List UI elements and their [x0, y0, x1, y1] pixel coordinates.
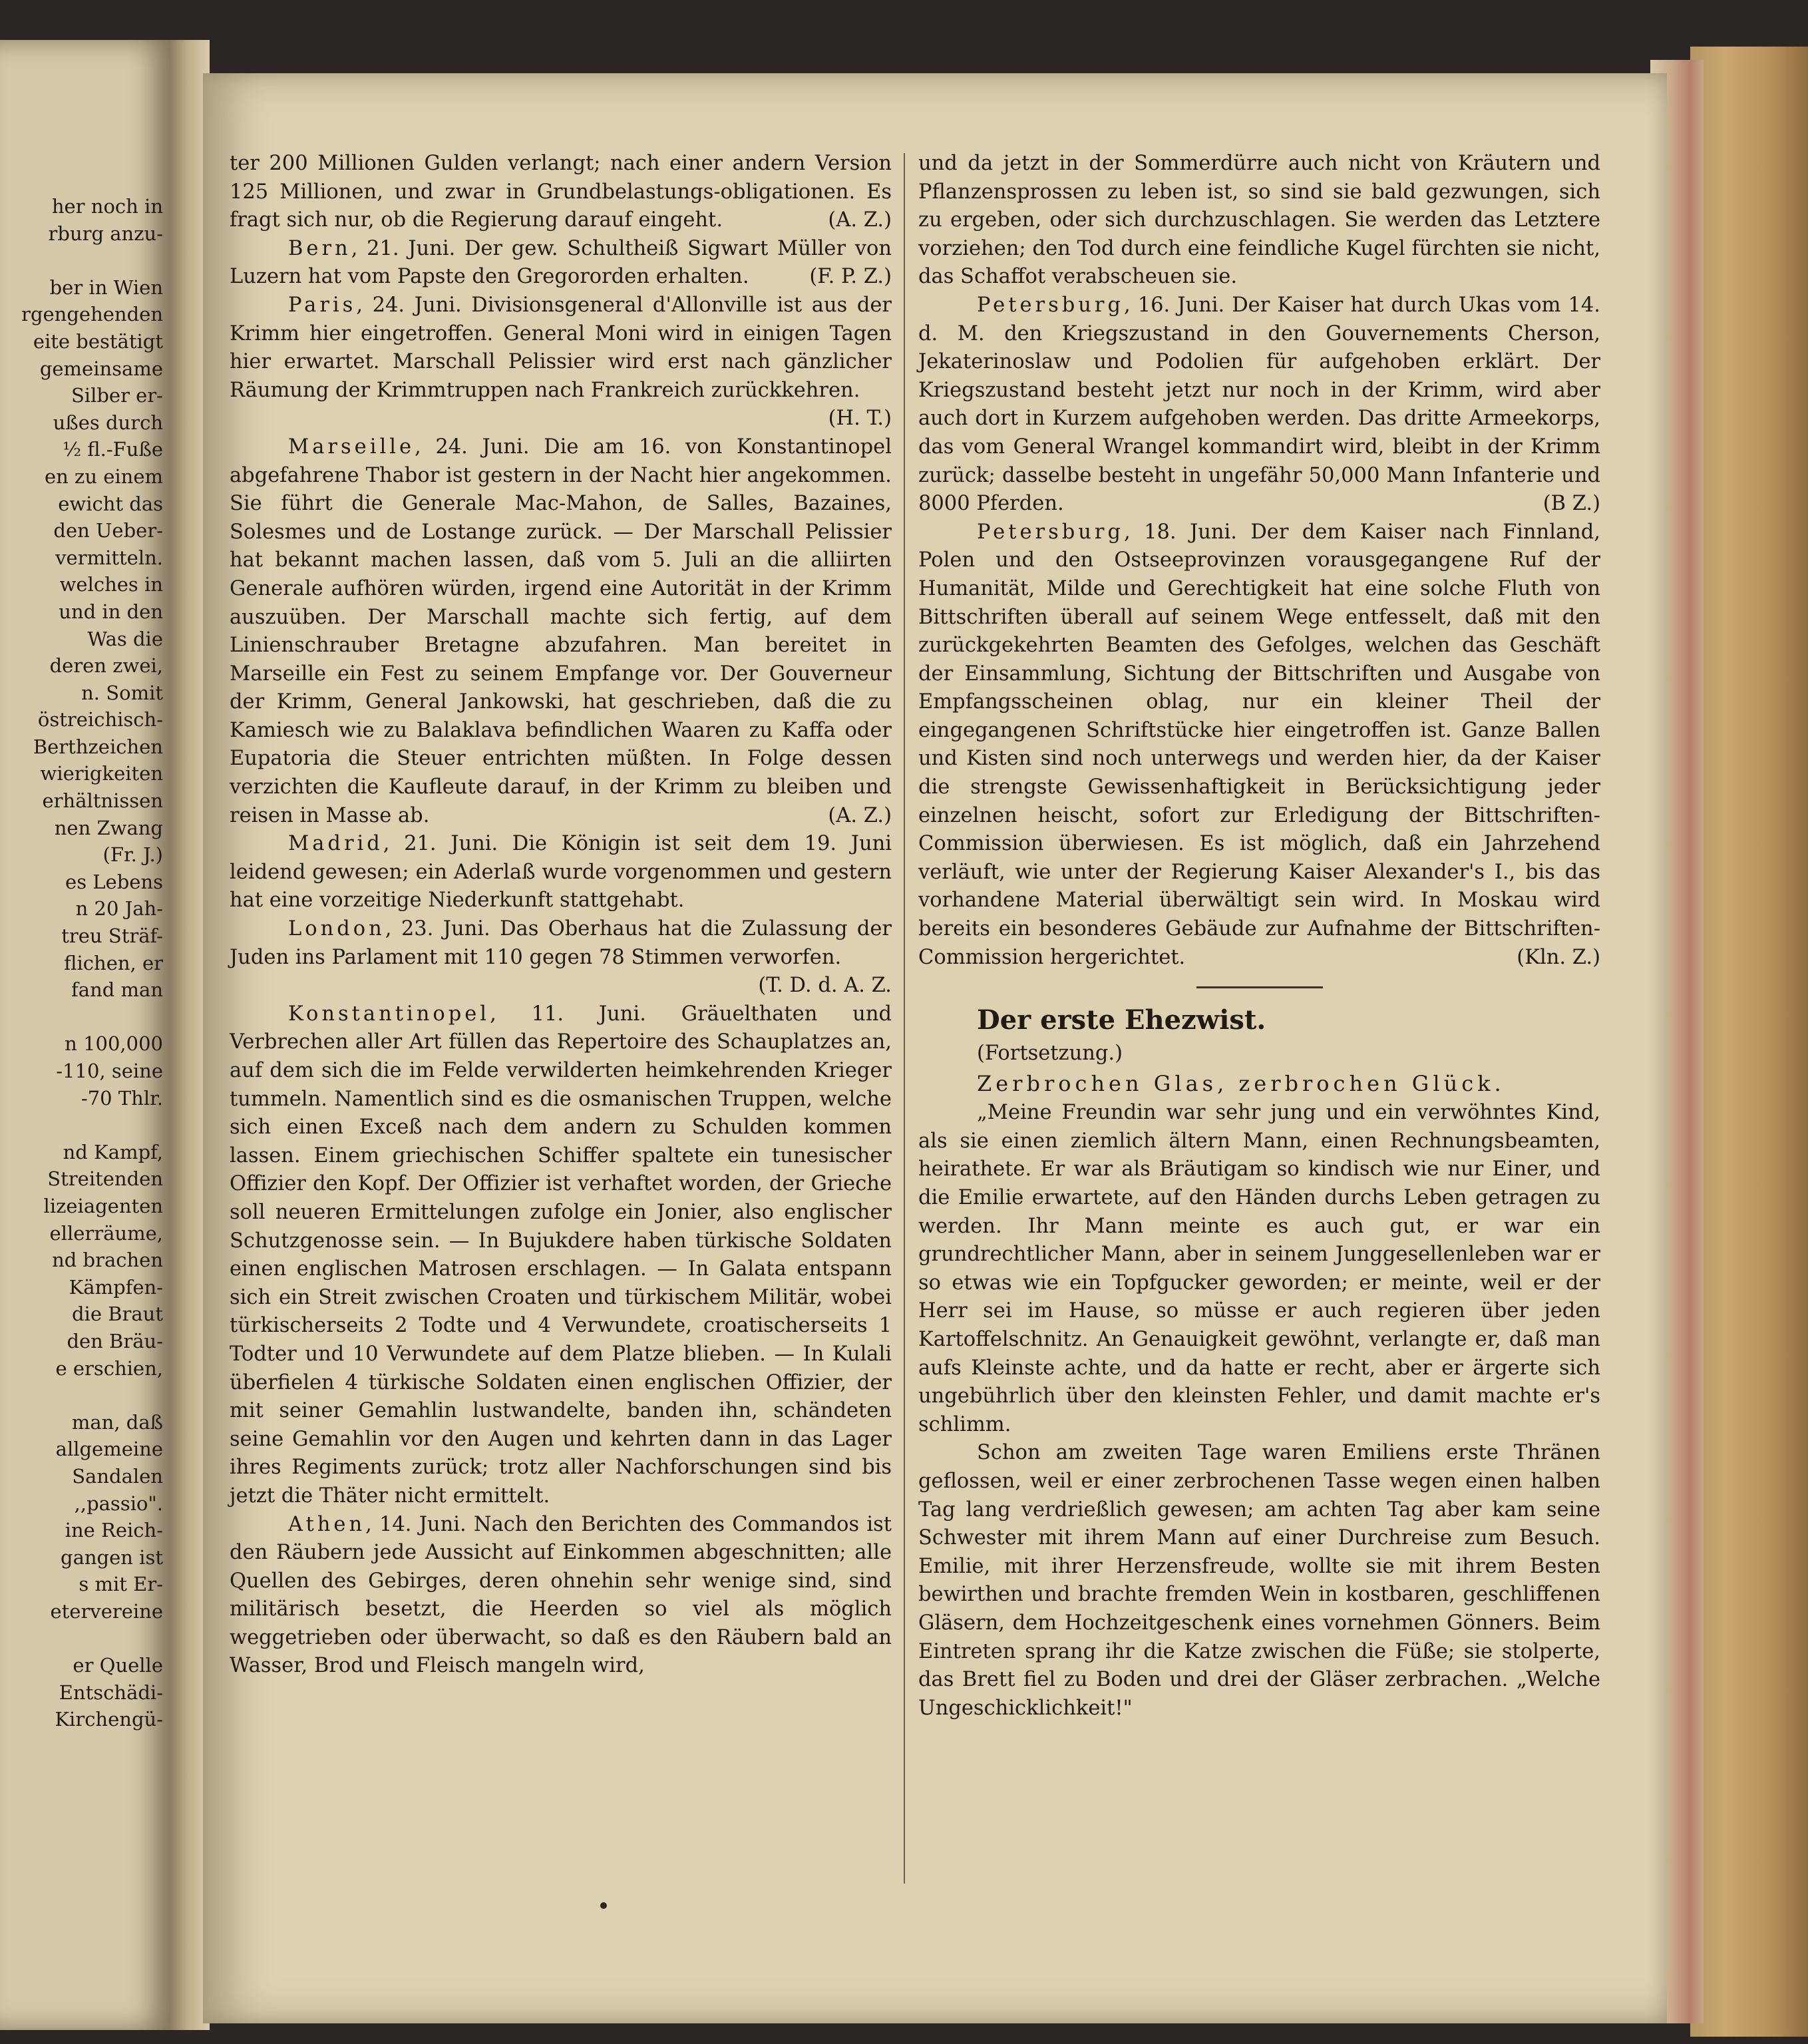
news-item — [230, 1511, 892, 1681]
previous-page-line: nd Kampf, — [63, 1140, 163, 1163]
previous-page-line: Sandalen — [72, 1464, 163, 1488]
feuilleton-paragraph: „Meine Freundin war sehr jung und ein verwöhntes Kind, als sie einen ziemlich ältern Mann, einen Rechnungsbeamten, heirathete. Er war als Bräutigam so kindisch wie nur Einer, und die Emilie erwartete, auf den Händen durchs Leben getragen zu werden. Ihr Mann meinte es auch gut, er war ein grundrechtlicher Mann, aber in seinem Junggesellenleben war er so etwas wie ein Topfgucker geworden; er meinte, weil er der Herr sei im Hause, so müsse er auch regieren über jeden Kartoffelschnitz. An Genauigkeit gewöhnt, verlangte er, daß man aufs Kleinste achte, und da hatte er recht, aber er ärgerte sich ungebührlich über den kleinsten Fehler, und damit machte er's schlimm. — [918, 1101, 1600, 1436]
dateline-place: Konstantinopel — [288, 1002, 490, 1026]
previous-page-line: rgengehenden — [21, 303, 163, 326]
previous-page-line: Was die — [87, 627, 163, 650]
news-item — [230, 433, 892, 830]
news-text: , 23. Juni. Das Oberhaus hat die Zulassung der Juden ins Parlament mit 110 gegen 78 Stimmen verworfen. — [230, 917, 892, 969]
column-left — [230, 150, 892, 1681]
previous-page-line: fand man — [71, 978, 163, 1002]
news-item — [230, 150, 892, 235]
previous-page-line: ½ fl.-Fuße — [62, 438, 163, 461]
previous-page-line: ußes durch — [53, 411, 163, 434]
dateline-place: Marseille — [288, 435, 415, 459]
previous-page-line: ber in Wien — [49, 276, 163, 299]
previous-page-text — [0, 193, 163, 1733]
newspaper-page — [203, 73, 1667, 2023]
previous-page-line: ewicht das — [58, 492, 163, 515]
previous-page-line: n 20 Jah- — [75, 897, 163, 920]
news-item — [230, 235, 892, 292]
section-separator — [1196, 986, 1323, 988]
previous-page-line: Berthzeichen — [33, 735, 163, 758]
previous-page-line: s mit Er- — [79, 1573, 163, 1596]
previous-page-line: Streitenden — [47, 1167, 163, 1191]
news-item — [918, 150, 1600, 292]
news-text: und da jetzt in der Sommerdürre auch nicht von Kräutern und Pflanzensprossen zu leben ist, so sind sie bald gezwungen, sich zu ergeben, oder sich durchzuschlagen. Sie werden das Letztere vorziehen; den Tod durch eine feindliche Kugel fürchten sie nicht, das Schaffot verabscheuen sie. — [918, 152, 1600, 289]
previous-page-line: nd brachen — [52, 1249, 163, 1272]
previous-page-line: (Fr. J.) — [102, 843, 163, 867]
column-divider — [904, 153, 905, 1884]
previous-page-line: und in den — [59, 600, 163, 623]
feuilleton-paragraph: Schon am zweiten Tage waren Emiliens erste Thränen geflossen, weil er einer zerbrochenen Tasse wegen einen halben Tag lang verdrießlich gewesen; am achten Tag aber kam seine Schwester mit ihrem Mann auf einer Durchreise zum Besuch. Emilie, mit ihrer Herzensfreude, wollte sie mit ihrem Besten bewirthen und brachte fremden Wein in kostbaren, geschliffenen Gläsern, dem Hochzeitgeschenk eines vornehmen Gönners. Beim Eintreten sprang ihr die Katze zwischen die Füße; sie stolperte, das Brett fiel zu Boden und drei der Gläser zerbrachen. „Welche Ungeschicklichkeit!" — [918, 1441, 1600, 1720]
previous-page-line: her noch in — [51, 195, 163, 218]
dateline-place: Madrid — [288, 832, 383, 856]
previous-page-line: en zu einem — [44, 465, 163, 488]
previous-page-line: n 100,000 — [65, 1032, 163, 1056]
column-right — [918, 150, 1600, 1723]
news-item — [230, 915, 892, 1000]
previous-page-line: welches in — [59, 573, 163, 596]
previous-page-line: man, daß — [71, 1410, 163, 1434]
previous-page-line — [0, 1112, 163, 1139]
news-source: (H. T.) — [828, 407, 892, 431]
previous-page-line: treu Sträf- — [61, 924, 163, 948]
news-text: , 24. Juni. Die am 16. von Konstantinopel abgefahrene Thabor ist gestern in der Nacht hier angekommen. Sie führt die Generale Mac-Mahon, de Salles, Bazaines, Solesmes und de Lostange zurück. — Der Marschall Pelissier hat bekannt machen lassen, daß vom 5. Juli an die alliirten Generale aufhören würden, irgend eine Autorität in der Krimm auszuüben. Der Marschall machte sich fertig, auf dem Linienschrauber Bretagne abzufahren. Man bereitet in Marseille ein Fest zu seinem Empfange vor. Der Gouverneur der Krimm, General Jankowski, hat geschrieben, daß die zu Kamiesch wie zu Balaklava befindlichen Waaren zu Kaffa oder Eupatoria die Steuer entrichten müßten. In Folge dessen verzichten die Kaufleute darauf, in der Krimm zu bleiben und reisen in Masse ab. — [230, 435, 892, 827]
previous-page-line: -110, seine — [56, 1060, 163, 1082]
news-item — [230, 292, 892, 433]
previous-page-line: etervereine — [50, 1599, 163, 1623]
feuilleton-chapter: Zerbrochen Glas, zerbrochen Glück. — [977, 1071, 1505, 1097]
previous-page-line: ellerräume, — [49, 1221, 163, 1245]
previous-page-line: Kämpfen- — [69, 1275, 163, 1299]
news-text: , 14. Juni. Nach den Berichten des Commandos ist den Räubern jede Aussicht auf Einkommen abgeschnitten; alle Quellen des Gebirges, deren ohnehin sehr wenige sind, sind militärisch besetzt, die Heerden so viel als möglich weggetrieben oder überwacht, so daß es den Räubern bald an Wasser, Brod und Fleisch mangeln wird, — [230, 1512, 892, 1678]
previous-page-line — [0, 247, 163, 274]
feuilleton-title: Der erste Ehezwist. — [977, 1004, 1266, 1036]
previous-page-line: deren zwei, — [49, 654, 163, 678]
dateline-place: Athen — [288, 1512, 366, 1536]
feuilleton-body — [918, 1099, 1600, 1723]
news-item — [230, 1000, 892, 1511]
previous-page-line: östreichisch- — [37, 708, 163, 731]
news-source: (T. D. d. A. Z. — [758, 974, 892, 998]
dateline-place: Bern — [288, 236, 351, 260]
news-text: , 24. Juni. Divisionsgeneral d'Allonville ist aus der Krimm hier eingetroffen. General Moni wird in einigen Tagen hier erwartet. Marschall Pelissier wird erst nach gänzlicher Räumung der Krimmtruppen nach Frankreich zurückkehren. — [230, 293, 892, 402]
previous-page-line: er Quelle — [73, 1654, 163, 1677]
previous-page — [0, 40, 174, 2030]
previous-page-line: nen Zwang — [54, 816, 163, 839]
previous-page-line: eite bestätigt — [33, 329, 163, 353]
previous-page-line: die Braut — [71, 1303, 163, 1326]
previous-page-line: wierigkeiten — [40, 762, 163, 785]
news-text: , 21. Juni. Der gew. Schultheiß Sigwart Müller von Luzern hat vom Papste den Gregororden erhalten. — [230, 236, 892, 289]
previous-page-line: es Lebens — [65, 870, 163, 893]
previous-page-line: gangen ist — [61, 1545, 163, 1569]
previous-page-line: flichen, er — [64, 951, 163, 974]
previous-page-line: ine Reich- — [65, 1519, 163, 1542]
news-source: (Kln. Z.) — [1517, 945, 1600, 969]
previous-page-line: -70 Thlr. — [81, 1086, 163, 1110]
news-text: , 21. Juni. Die Königin ist seit dem 19. Juni leidend gewesen; ein Aderlaß wurde vorgenommen und gestern hat eine vorzeitige Niederkunft stattgehabt. — [230, 832, 892, 913]
previous-page-line: den Ueber- — [53, 519, 163, 542]
news-text: , 11. Juni. Gräuelthaten und Verbrechen aller Art füllen das Repertoire des Schauplatzes an, auf dem sich die im Felde verwilderten heimkehrenden Krieger tummeln. Namentlich sind es die osmanischen Truppen, welche sich einen Exceß nach dem andern zu Schulden kommen lassen. Einem griechischen Schiffer spaltete ein tunesischer Offizier den Kopf. Der Offizier ist verhaftet worden, der Grieche soll neueren Ermittelungen zufolge ein Jonier, also englischer Schutzgenosse sein. — In Bujukdere haben türkische Soldaten einen englischen Matrosen erschlagen. — In Galata entspann sich ein Streit zwischen Croaten und türkischem Militär, wobei türkischerseits 2 Todte und 4 Verwundete, croatischerseits 1 Todter und 10 Verwundete auf dem Platze blieben. — In Kulali überfielen 4 türkische Soldaten einen englischen Offizier, der mit seiner Gemahlin lustwandelte, banden ihn, schändeten seine Gemahlin vor den Augen und kehrten dann in das Lager ihres Regiments zurück; trotz aller Nachforschungen sind bis jetzt die Thäter nicht ermittelt. — [230, 1002, 892, 1508]
previous-page-line: lizeiagenten — [43, 1194, 163, 1217]
book-cover-edge — [1690, 47, 1808, 2037]
page-mark — [600, 1902, 607, 1909]
dateline-place: London — [288, 917, 385, 941]
previous-page-line: Silber er- — [71, 384, 163, 407]
news-source: (B Z.) — [1542, 492, 1600, 516]
previous-page-line: ,,passio". — [74, 1492, 163, 1515]
news-text: , 16. Juni. Der Kaiser hat durch Ukas vom 14. d. M. den Kriegszustand in den Gouvernements Cherson, Jekaterinoslaw und Podolien für aufgehoben erklärt. Der Kriegszustand besteht jetzt nur noch in der Krimm, wird aber auch dort in Kurzem aufgehoben werden. Das dritte Armeekorps, das vom General Wrangel kommandirt wird, bleibt in der Krimm zurück; dasselbe besteht in ungefähr 50,000 Mann Infanterie und 8000 Pferden. — [918, 293, 1600, 516]
previous-page-line: allgemeine — [55, 1438, 163, 1461]
previous-page-line — [0, 1382, 163, 1409]
previous-page-line: e erschien, — [55, 1356, 163, 1380]
dateline-place: Petersburg — [977, 520, 1125, 544]
previous-page-line: vermitteln. — [55, 546, 163, 569]
previous-page-line: rburg anzu- — [48, 222, 163, 245]
news-text: ter 200 Millionen Gulden verlangt; nach einer andern Version 125 Millionen, und zwar in Grundbelastungs-obligationen. Es fragt sich nur, ob die Regierung darauf eingeht. — [230, 152, 892, 232]
news-items-right — [918, 150, 1600, 972]
dateline-place: Paris — [288, 293, 357, 317]
previous-page-line: erhältnissen — [42, 789, 163, 813]
news-item — [918, 292, 1600, 518]
previous-page-line — [0, 1625, 163, 1652]
dateline-place: Petersburg — [977, 293, 1125, 317]
previous-page-line: n. Somit — [81, 681, 163, 704]
news-text: , 18. Juni. Der dem Kaiser nach Finnland, Polen und den Ostseeprovinzen vorausgegangene Ruf der Humanität, Milde und Gerechtigkeit hat eine solche Fluth von Bittschriften überall auf seinem Wege entfesselt, daß mit den zurückgekehrten Beamten des Gefolges, welchen das Geschäft der Einsammlung, Sichtung der Bittschriften und Ausgabe von Empfangsscheinen oblag, nur ein kleiner Theil der eingegangenen Schriftstücke hier eingetroffen ist. Ganze Ballen und Kisten sind noch unterwegs und werden hier, da der Kaiser die strengste Gewissenhaftigkeit in Berücksichtigung jeder einzelnen heischt, sofort zur Erledigung der Bittschriften-Commission überwiesen. Es ist möglich, daß ein Jahrzehend verläuft, wie unter der Regierung Kaiser Alexander's I., bis das vorhandene Material überwältigt sein wird. In Moskau wird bereits ein besonderes Gebäude zur Aufnahme der Bittschriften-Commission hergerichtet. — [918, 520, 1600, 969]
previous-page-line: Entschädi- — [59, 1681, 163, 1704]
previous-page-line — [0, 1004, 163, 1031]
news-source: (A. Z.) — [828, 208, 892, 232]
news-source: (F. P. Z.) — [809, 265, 892, 289]
previous-page-line: den Bräu- — [67, 1329, 163, 1352]
news-item — [230, 830, 892, 915]
previous-page-line: gemeinsame — [39, 357, 163, 380]
feuilleton-subtitle: (Fortsetzung.) — [977, 1042, 1123, 1066]
previous-page-line: Kirchengü- — [55, 1708, 163, 1731]
news-item — [918, 518, 1600, 972]
news-source: (A. Z.) — [828, 803, 892, 827]
